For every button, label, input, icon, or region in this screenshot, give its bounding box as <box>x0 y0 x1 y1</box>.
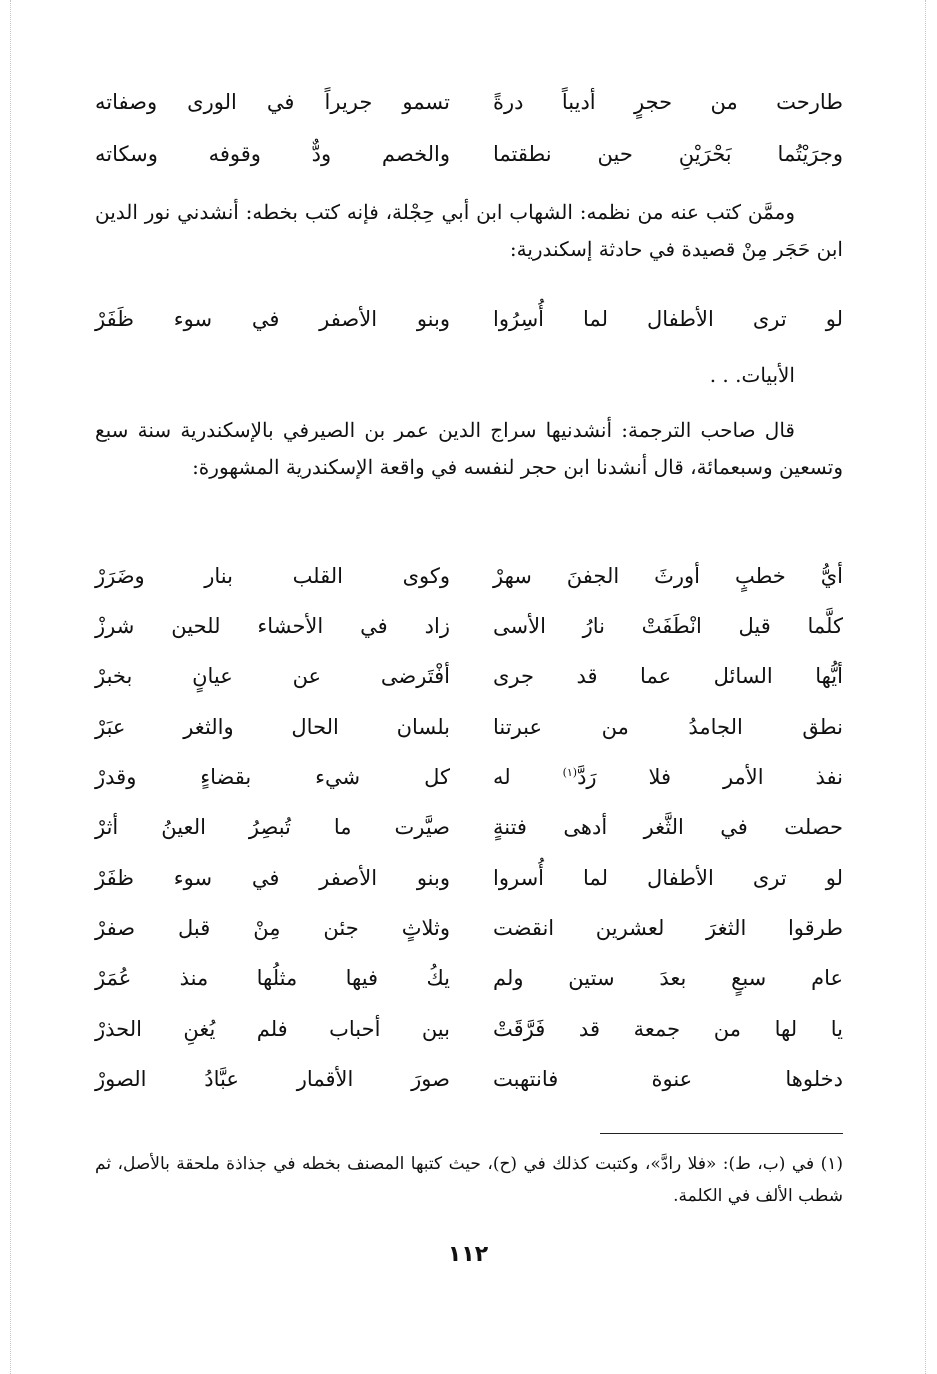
verse-first-hemistich: نطق الجامدُ من عبرتنا <box>493 715 843 739</box>
verse-first-hemistich: وجرَيْتُما بَحْرَيْنِ حين نطقتما <box>493 142 843 166</box>
hemistich-text-end: له <box>493 765 563 789</box>
verse-first-hemistich <box>493 765 843 789</box>
verse-first-hemistich: عام سبعٍ بعدَ ستين ولم <box>493 966 843 990</box>
footnote-text: (١) في (ب، ط): «فلا رادَّ»، وكتبت كذلك في (ح)، حيث كتبها المصنف بخطه في جذاذة ملحقة بالأصل، ثم شطب الألف في الكلمة. <box>95 1154 843 1206</box>
hemistich-text: نفذ الأمر فلا رَدَّ <box>577 765 843 789</box>
verse-first-hemistich: يا لها من جمعة قد فَرَّقَتْ <box>493 1017 843 1041</box>
verse-line <box>95 132 843 176</box>
poem-line <box>95 1057 843 1101</box>
footnote-reference[interactable]: (١) <box>562 766 578 779</box>
poem-line <box>95 705 843 749</box>
scan-edge-right <box>925 0 926 1374</box>
verse-second-hemistich: صيَّرت ما تُبصِرُ العينُ أثرْ <box>95 815 450 839</box>
verse-line <box>95 297 843 341</box>
verse-line <box>95 80 843 124</box>
poem-line <box>95 956 843 1000</box>
poem-line <box>95 654 843 698</box>
verse-first-hemistich: كلَّما قيل انْطَفَتْ نارُ الأسى <box>493 614 843 638</box>
verse-first-hemistich: لو ترى الأطفال لما أُسروا <box>493 866 843 890</box>
verse-first-hemistich: أيُّ خطبٍ أورثَ الجفنَ سهرْ <box>493 564 843 588</box>
poem-line <box>95 1007 843 1051</box>
verse-first-hemistich: دخلوها عنوة فانتهبت <box>493 1067 843 1091</box>
verse-second-hemistich: وبنو الأصفر في سوء ظفَرْ <box>95 866 450 890</box>
verse-second-hemistich: بين أحباب فلم يُغنِ الحذرْ <box>95 1017 450 1041</box>
verse-second-hemistich: كل شيء بقضاءٍ وقدرْ <box>95 765 450 789</box>
verse-second-hemistich: وكوى القلب بنار وضَرَرْ <box>95 564 450 588</box>
etc-line: الأبيات. . . <box>709 363 795 387</box>
verse-first-hemistich: طرقوا الثغرَ لعشرين انقضت <box>493 916 843 940</box>
poem-line <box>95 554 843 598</box>
verse-first-hemistich: أيُّها السائل عما قد جرى <box>493 664 843 688</box>
verse-second-hemistich: تسمو جريراً في الورى وصفاته <box>95 90 450 114</box>
verse-first-hemistich: حصلت في الثَّغر أدهى فتنةٍ <box>493 815 843 839</box>
poem-line <box>95 805 843 849</box>
verse-first-hemistich: طارحت من حجرٍ أديباً درةً <box>493 90 843 114</box>
page-number: ١١٢ <box>447 1242 489 1267</box>
paragraph-quote-intro: وممَّن كتب عنه من نظمه: الشهاب ابن أبي حِجْلة، فإنه كتب بخطه: أنشدني نور الدين ابن حَجَر مِنْ قصيدة في حادثة إسكندرية: <box>95 200 843 261</box>
verse-second-hemistich: والخصم ودٌّ وقوفه وسكاته <box>95 142 450 166</box>
poem-line <box>95 604 843 648</box>
verse-first-hemistich: لو ترى الأطفال لما أُسِرُوا <box>493 307 843 331</box>
verse-second-hemistich: وثلاثٍ جئن مِنْ قبل صفرْ <box>95 916 450 940</box>
footnote-divider <box>600 1133 843 1134</box>
verse-second-hemistich: وبنو الأصفر في سوء ظَفَرْ <box>95 307 450 331</box>
verse-second-hemistich: صورَ الأقمار عبَّادُ الصورْ <box>95 1067 450 1091</box>
poem-line <box>95 755 843 799</box>
verse-second-hemistich: أفْتَرضى عن عيانٍ بخبرْ <box>95 664 450 688</box>
verse-second-hemistich: يكُ فيها مثلُها منذ عُمَرْ <box>95 966 450 990</box>
verse-second-hemistich: زاد في الأحشاء للحين شرزْ <box>95 614 450 638</box>
verse-second-hemistich: بلسان الحال والثغر عبَرْ <box>95 715 450 739</box>
poem-line <box>95 906 843 950</box>
scan-edge-left <box>10 0 11 1374</box>
paragraph-biography: قال صاحب الترجمة: أنشدنيها سراج الدين عمر بن الصيرفي بالإسكندرية سنة سبع وتسعين وسبعمائة، قال أنشدنا ابن حجر لنفسه في واقعة الإسكندرية المشهورة: <box>95 418 843 479</box>
poem-line <box>95 856 843 900</box>
